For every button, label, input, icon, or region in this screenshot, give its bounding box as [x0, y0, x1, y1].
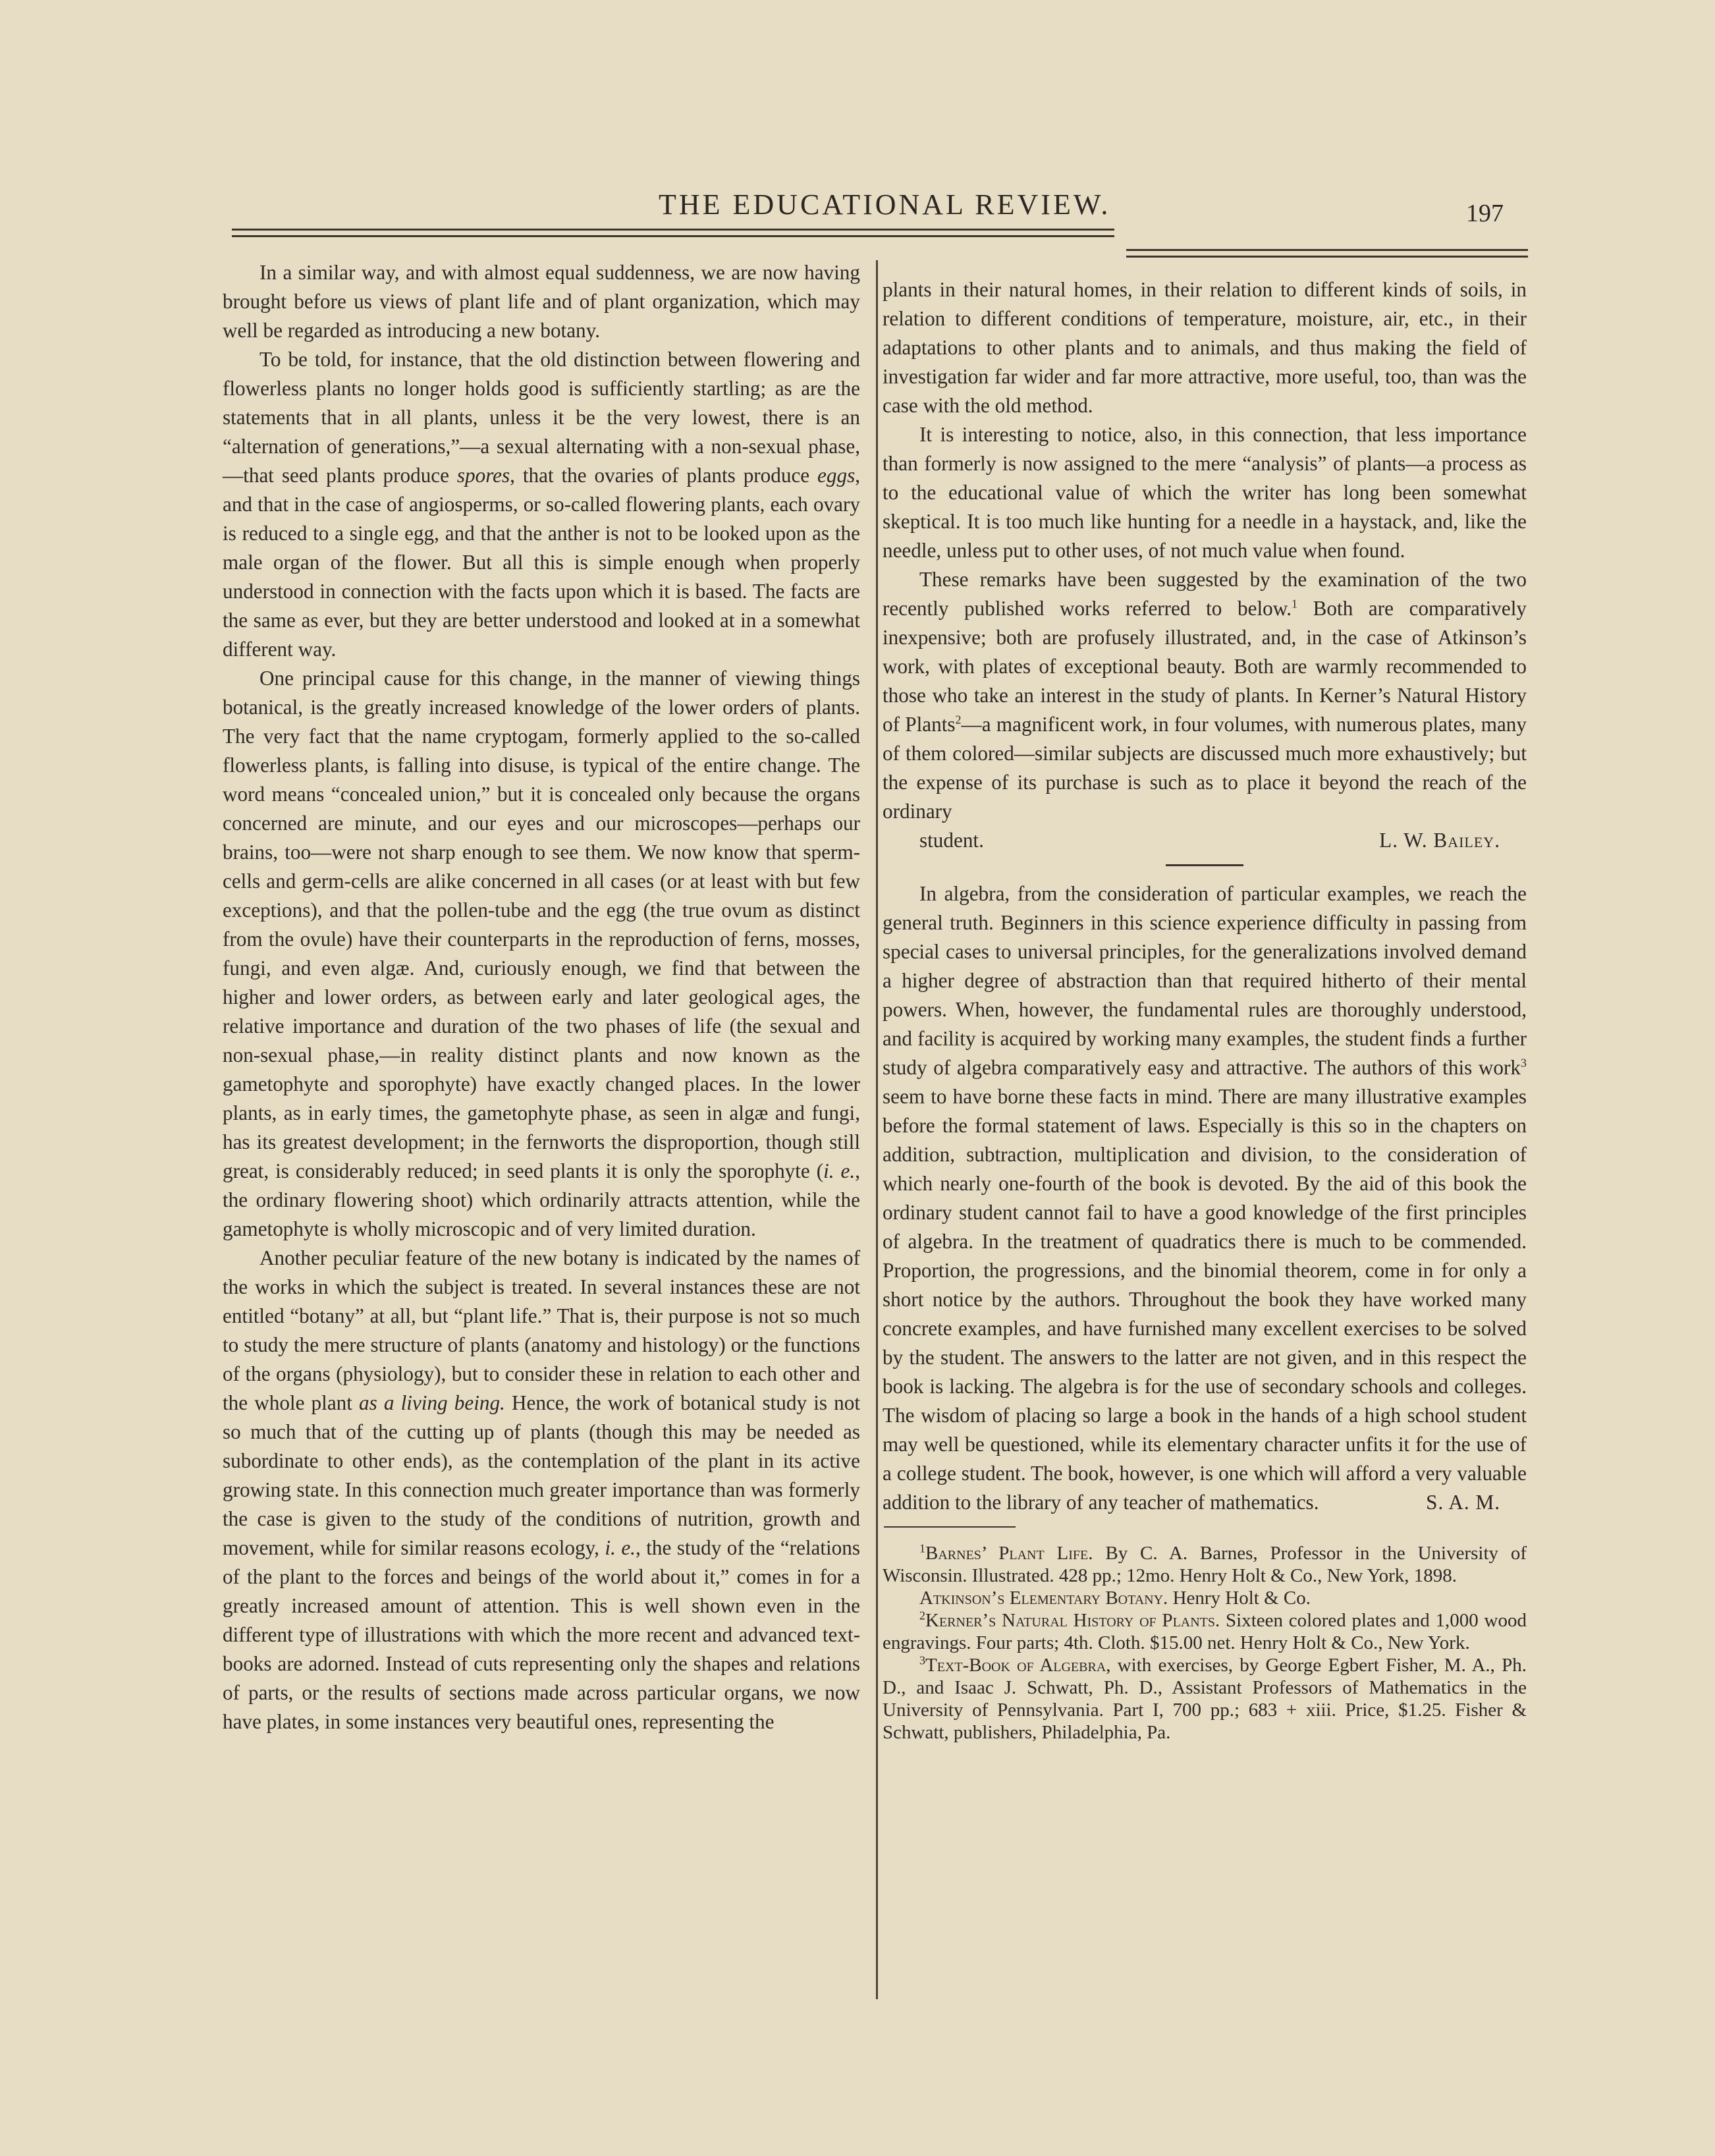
footnote: Atkinson’s Elementary Botany. Henry Holt & Co.	[919, 1588, 1311, 1609]
left-column	[223, 258, 860, 1736]
paragraph: These remarks have been suggested by the examination of the two recently published works referred to below.$^1$ Both are comparatively inexpensive; both are profusely illustrated, and, in the case of Atkinson’s work, with plates of exceptional beauty. Both are warmly recommended to those who take an interest in the study of plants. In Kerner’s Natural History of Plants$^2$—a magnificent work, in four volumes, with numerous plates, many of them colored—similar subjects are discussed much more exhaustively; but the expense of its purchase is such as to place it beyond the reach of the ordinary	[883, 568, 1527, 823]
header-rule-right-2	[1126, 256, 1528, 258]
footnote-ref: 3	[1521, 1056, 1527, 1070]
section-separator	[1166, 864, 1243, 866]
paragraph: plants in their natural homes, in their relation to different kinds of soils, in relation to different conditions of temperature, moisture, air, etc., in their adaptations to other plants and to animals, and thus making the field of investigation far wider and far more attractive, more useful, too, than was the case with the old method.	[883, 278, 1527, 417]
footnote-separator	[884, 1526, 1016, 1528]
footnote: $^3$Text-Book of Algebra, with exercises, by George Egbert Fisher, M. A., Ph. D., and Isaac J. Schwatt, Ph. D., Assistant Professors of Mathematics in the University of Pennsylvania. Part I, 700 pp.; 683 + xiii. Price, $1.25. Fisher & Schwatt, publishers, Philadelphia, Pa.	[883, 1653, 1527, 1743]
author-signature: L. W. Bailey.	[1379, 829, 1500, 852]
right-column	[883, 275, 1527, 1744]
header-rule-left-2	[232, 235, 1114, 237]
running-header-title: THE EDUCATIONAL REVIEW.	[659, 188, 1111, 221]
paragraph: To be told, for instance, that the old distinction between flowering and flowerless plants no longer holds good is sufficiently startling; as are the statements that in all plants, unless it be the very lowest, there is an “alternation of generations,”—a sexual alternating with a non-sexual phase,—that seed plants produce spores, that the ovaries of plants produce eggs, and that in the case of angiosperms, or so-called flowering plants, each ovary is reduced to a single egg, and that the anther is not to be looked upon as the male organ of the flower. But all this is simple enough when properly understood in connection with the facts upon which it is based. The facts are the same as ever, but they are better understood and looked at in a somewhat different way.	[223, 348, 861, 661]
author-signature: S. A. M.	[1426, 1491, 1500, 1514]
signature-line: student. L. W. Bailey.	[883, 826, 1527, 855]
column-divider	[876, 260, 878, 1999]
paragraph: It is interesting to notice, also, in this connection, that less importance than formerly is now assigned to the mere “analysis” of plants—a process as to the educational value of which the writer has long been somewhat skeptical. It is too much like hunting for a needle in a haystack, and, like the needle, unless put to other uses, of not much value when found.	[883, 423, 1527, 562]
header-rule-left-1	[232, 229, 1114, 231]
header-rule-right-1	[1126, 249, 1528, 251]
footnote: $^1$Barnes’ Plant Life. By C. A. Barnes, Professor in the University of Wisconsin. Illustrated. 428 pp.; 12mo. Henry Holt & Co., New York, 1898.	[883, 1541, 1527, 1586]
paragraph: In a similar way, and with almost equal suddenness, we are now having brought before us views of plant life and of plant organization, which may well be regarded as introducing a new botany.	[223, 261, 860, 342]
paragraph: In algebra, from the consideration of particular examples, we reach the general truth. Beginners in this science experience difficulty in passing from special cases to universal principles, for the generalizations involved demand a higher degree of abstraction than that required hitherto of their mental powers. When, however, the fundamental rules are thoroughly understood, and facility is acquired by working many examples, the student finds a further study of algebra comparatively easy and attractive. The authors of this work$^3$ seem to have borne these facts in mind. There are many illustrative examples before the formal statement of laws. Especially is this so in the chapters on addition, subtraction, multiplication and division, to the consideration of which nearly one-fourth of the book is devoted. By the aid of this book the ordinary student cannot fail to have a good knowledge of the first principles of algebra. In the treatment of quadratics there is much to be commended. Proportion, the progressions, and the binomial theorem, come in for only a short notice by the authors. Throughout the book they have worked many concrete examples, and have furnished many excellent exercises to be solved by the student. The answers to the latter are not given, and in this respect the book is lacking. The algebra is for the use of secondary schools and colleges. The wisdom of placing so large a book in the hands of a high school student may well be questioned, while its elementary character unfits it for the use of a college student. The book, however, is one which will afford a very valuable addition to the library of any teacher of mathematics. S. A. M.	[883, 879, 1527, 1517]
footnote-ref: 2	[955, 713, 962, 727]
footnote: $^2$Kerner’s Natural History of Plants. Sixteen colored plates and 1,000 wood engravings. Four parts; 4th. Cloth. $15.00 net. Henry Holt & Co., New York.	[883, 1609, 1527, 1653]
paragraph: One principal cause for this change, in the manner of viewing things botanical, is the greatly increased knowledge of the lower orders of plants. The very fact that the name cryptogam, formerly applied to the so-called flowerless plants, is falling into disuse, is typical of the entire change. The word means “concealed union,” but it is concealed only because the organs concerned are minute, and our eyes and our microscopes—perhaps our brains, too—were not sharp enough to see them. We now know that sperm-cells and germ-cells are alike concerned in all cases (or at least with but few exceptions), and that the pollen-tube and the egg (the true ovum as distinct from the ovule) have their counterparts in the reproduction of ferns, mosses, fungi, and even algæ. And, curiously enough, we find that between the higher and lower orders, as between early and later geological ages, the relative importance and duration of the two phases of life (the sexual and non-sexual phase,—in reality distinct plants and now known as the gametophyte and sporophyte) have exactly changed places. In the lower plants, as in early times, the gametophyte phase, as seen in algæ and fungi, has its greatest development; in the fernworts the disproportion, though still great, is considerably reduced; in seed plants it is only the sporophyte (i. e., the ordinary flowering shoot) which ordinarily attracts attention, while the gametophyte is wholly microscopic and of very limited duration.	[223, 667, 860, 1240]
page-number: 197	[1466, 200, 1504, 227]
paragraph: Another peculiar feature of the new botany is indicated by the names of the works in which the subject is treated. In several instances these are not entitled “botany” at all, but “plant life.” That is, their purpose is not so much to study the mere structure of plants (anatomy and histology) or the functions of the organs (physiology), but to consider these in relation to each other and the whole plant as a living being. Hence, the work of botanical study is not so much that of the cutting up of plants (though this may be needed as subordinate to other ends), as the contemplation of the plant in its active growing state. In this connection much greater importance than was formerly the case is given to the study of the conditions of nutrition, growth and movement, while for similar reasons ecology, i. e., the study of the “relations of the plant to the forces and beings of the world about it,” comes in for a greatly increased amount of attention. This is well shown even in the different type of illustrations with which the more recent and advanced text-books are adorned. Instead of cuts representing only the shapes and relations of parts, or the results of sections made across particular organs, we now have plates, in some instances very beautiful ones, representing the	[223, 1246, 860, 1733]
footnote-ref: 1	[1292, 597, 1297, 611]
